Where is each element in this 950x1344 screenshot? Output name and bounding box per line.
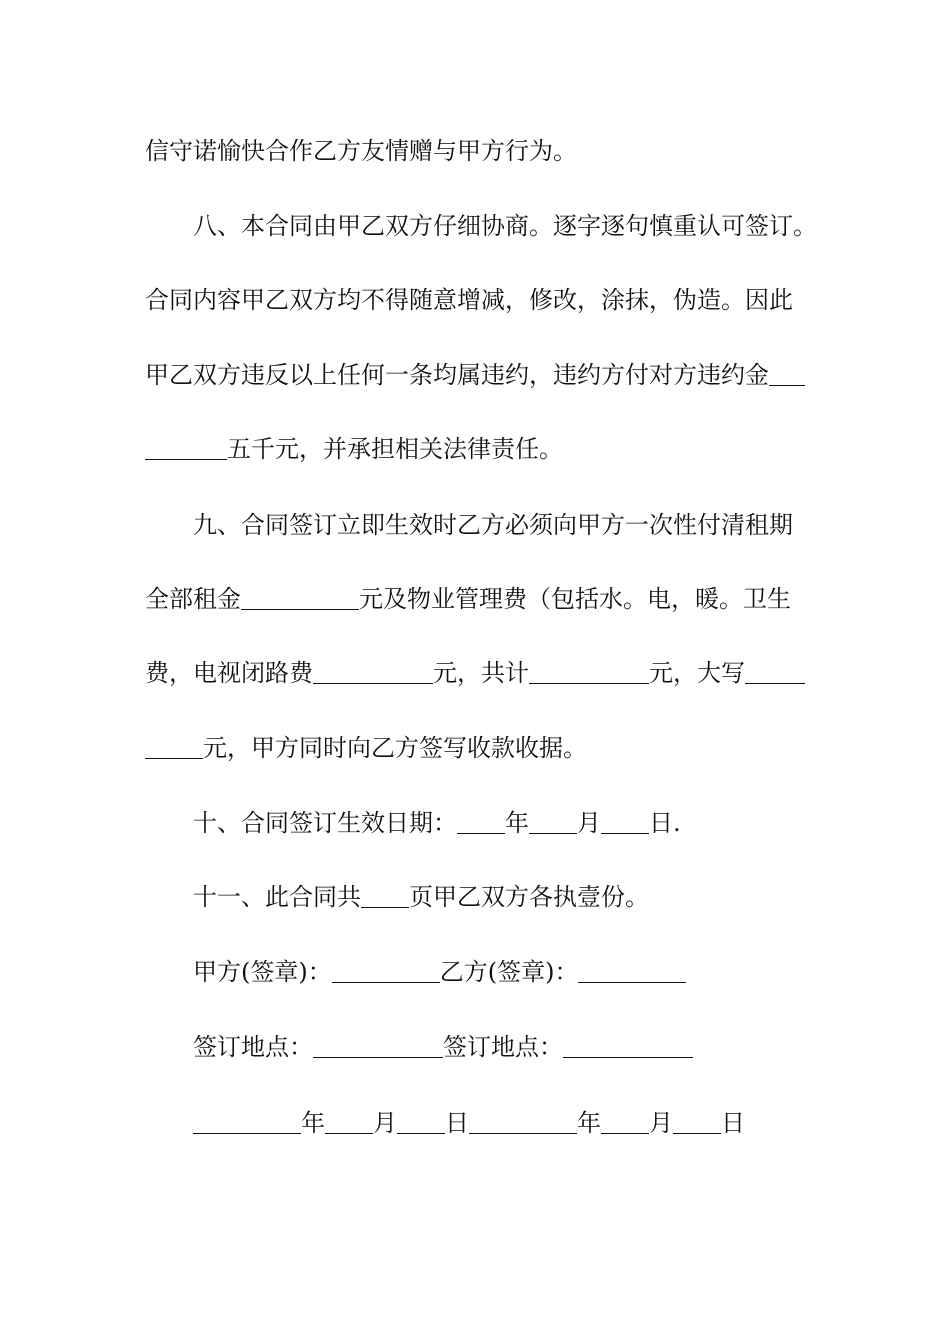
year-label: 年 (301, 1109, 325, 1137)
text-line-8b: 元，共计 (433, 659, 529, 687)
day-label: 日 (445, 1109, 469, 1137)
paragraph-line (145, 584, 791, 614)
text-line-10a: 十、合同签订生效日期： (193, 809, 457, 837)
amount-in-words-blank-continued[interactable] (145, 736, 203, 759)
rent-amount-blank[interactable] (241, 587, 359, 610)
party-a-signature-label: 甲方(签章)： (193, 958, 332, 986)
year-label: 年 (505, 809, 529, 837)
month-label: 月 (649, 1109, 673, 1137)
party-a-day-blank[interactable] (397, 1111, 445, 1134)
party-b-signature-blank[interactable] (578, 960, 686, 983)
text-line-8c: 元，大写 (649, 659, 745, 687)
clause-10-line (193, 808, 681, 838)
text-line-6: 九、合同签订立即生效时乙方必须向甲方一次性付清租期 (193, 511, 793, 539)
penalty-blank-continued[interactable] (145, 437, 227, 460)
month-label: 月 (373, 1109, 397, 1137)
signature-line (193, 957, 686, 987)
cable-fee-blank[interactable] (313, 661, 433, 684)
paragraph-line (145, 658, 805, 688)
paragraph-line (145, 136, 577, 166)
clause-8-line (193, 211, 817, 241)
party-a-location-blank[interactable] (313, 1035, 443, 1058)
effective-year-blank[interactable] (457, 811, 505, 834)
party-a-year-blank[interactable] (193, 1111, 301, 1134)
text-line-9: 元，甲方同时向乙方签写收款收据。 (203, 734, 587, 762)
paragraph-line (145, 285, 793, 315)
party-a-signature-blank[interactable] (332, 960, 440, 983)
text-line-7a: 全部租金 (145, 585, 241, 613)
location-line (193, 1032, 693, 1062)
party-b-day-blank[interactable] (673, 1111, 721, 1134)
text-line-4: 甲乙双方违反以上任何一条均属违约，违约方付对方违约金 (145, 361, 769, 389)
party-a-month-blank[interactable] (325, 1111, 373, 1134)
party-a-location-label: 签订地点： (193, 1033, 313, 1061)
party-b-year-blank[interactable] (469, 1111, 577, 1134)
party-b-signature-label: 乙方(签章)： (439, 958, 579, 986)
effective-day-blank[interactable] (601, 811, 649, 834)
party-b-location-label: 签订地点： (443, 1033, 563, 1061)
day-label: 日. (649, 809, 681, 837)
paragraph-line (145, 360, 805, 390)
text-line-7b: 元及物业管理费（包括水。电，暖。卫生 (359, 585, 791, 613)
paragraph-line (145, 733, 587, 763)
penalty-blank[interactable] (769, 363, 805, 386)
day-label: 日 (721, 1109, 745, 1137)
clause-9-line (193, 510, 793, 540)
amount-in-words-blank[interactable] (745, 661, 805, 684)
month-label: 月 (577, 809, 601, 837)
text-line-11a: 十一、此合同共 (193, 883, 361, 911)
paragraph-line (145, 434, 563, 464)
date-line (193, 1108, 745, 1138)
effective-month-blank[interactable] (529, 811, 577, 834)
total-amount-blank[interactable] (529, 661, 649, 684)
text-line-3: 合同内容甲乙双方均不得随意增减，修改，涂抹，伪造。因此 (145, 286, 793, 314)
clause-11-line (193, 882, 649, 912)
year-label: 年 (577, 1109, 601, 1137)
party-b-month-blank[interactable] (601, 1111, 649, 1134)
text-line-11b: 页甲乙双方各执壹份。 (409, 883, 649, 911)
text-line-2: 八、本合同由甲乙双方仔细协商。逐字逐句慎重认可签订。 (193, 212, 817, 240)
page-count-blank[interactable] (361, 885, 409, 908)
text-line-8a: 费，电视闭路费 (145, 659, 313, 687)
text-line-5: 五千元，并承担相关法律责任。 (227, 435, 563, 463)
party-b-location-blank[interactable] (563, 1035, 693, 1058)
text-line-1: 信守诺愉快合作乙方友情赠与甲方行为。 (145, 137, 577, 165)
